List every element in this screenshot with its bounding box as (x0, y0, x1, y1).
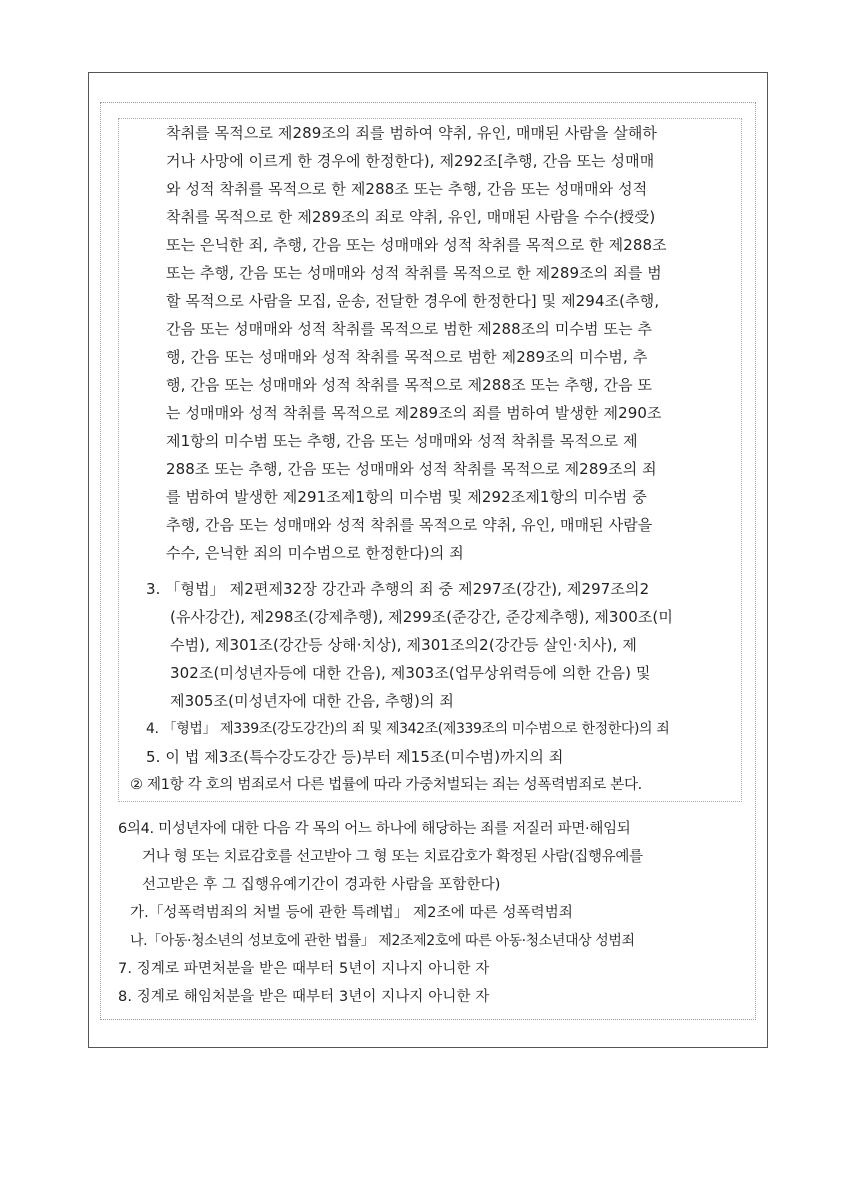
item-3-line: 수범), 제301조(강간등 상해·치상), 제301조의2(강간등 살인·치사), 제 (170, 636, 637, 654)
quote-line: 를 범하여 발생한 제291조제1항의 미수범 및 제292조제1항의 미수범 중 (166, 488, 647, 506)
quote-line: 제1항의 미수범 또는 추행, 간음 또는 성매매와 성적 착취를 목적으로 제 (166, 432, 638, 450)
quote-line: 할 목적으로 사람을 모집, 운송, 전달한 경우에 한정한다] 및 제294조(추행, (166, 292, 660, 310)
quote-line: 또는 추행, 간음 또는 성매매와 성적 착취를 목적으로 한 제289조의 죄를 범 (166, 264, 662, 282)
clause-6-4-line: 6의4. 미성년자에 대한 다음 각 목의 어느 하나에 해당하는 죄를 저질러 파면·해임되 (118, 821, 631, 837)
clause-6-4-item-ga: 가.「성폭력범죄의 처벌 등에 관한 특례법」 제2조에 따른 성폭력범죄 (130, 905, 573, 921)
quote-line: 행, 간음 또는 성매매와 성적 착취를 목적으로 범한 제289조의 미수범, 추 (166, 348, 648, 366)
quote-line: 288조 또는 추행, 간음 또는 성매매와 성적 착취를 목적으로 제289조의 죄 (166, 460, 657, 478)
item-3-line: 3. 「형법」 제2편제32장 강간과 추행의 죄 중 제297조(강간), 제297조의2 (146, 580, 650, 598)
clause-6-4-line: 선고받은 후 그 집행유예기간이 경과한 사람을 포함한다) (142, 877, 501, 893)
quote-line: 거나 사망에 이르게 한 경우에 한정한다), 제292조[추행, 간음 또는 성매매 (166, 152, 655, 170)
clause-6-4-line: 거나 형 또는 치료감호를 선고받아 그 형 또는 치료감호가 확정된 사람(집행유예를 (142, 849, 643, 865)
quote-line: 수수, 은닉한 죄의 미수범으로 한정한다)의 죄 (166, 544, 464, 562)
quote-line: 는 성매매와 성적 착취를 목적으로 제289조의 죄를 범하여 발생한 제290조 (166, 404, 662, 422)
item-3-line: 제305조(미성년자에 대한 간음, 추행)의 죄 (170, 692, 455, 710)
quote-line: 착취를 목적으로 한 제289조의 죄로 약취, 유인, 매매된 사람을 수수(授受) (166, 208, 656, 226)
item-4: 4. 「형법」 제339조(강도강간)의 죄 및 제342조(제339조의 미수범으로 한정한다)의 죄 (146, 721, 670, 737)
clause-7: 7. 징계로 파면처분을 받은 때부터 5년이 지나지 아니한 자 (118, 961, 490, 977)
quote-line: 착취를 목적으로 제289조의 죄를 범하여 약취, 유인, 매매된 사람을 살해하 (166, 124, 658, 142)
item-5: 5. 이 법 제3조(특수강도강간 등)부터 제15조(미수범)까지의 죄 (146, 748, 564, 766)
clause-8: 8. 징계로 해임처분을 받은 때부터 3년이 지나지 아니한 자 (118, 989, 490, 1005)
quote-line: 간음 또는 성매매와 성적 착취를 목적으로 범한 제288조의 미수범 또는 추 (166, 320, 653, 338)
quote-line: 행, 간음 또는 성매매와 성적 착취를 목적으로 제288조 또는 추행, 간음 또 (166, 376, 653, 394)
paragraph-2: ② 제1항 각 호의 범죄로서 다른 법률에 따라 가중처벌되는 죄는 성폭력범죄로 본다. (130, 777, 642, 793)
clause-6-4-item-na: 나.「아동·청소년의 성보호에 관한 법률」 제2조제2호에 따른 아동·청소년대상 성범죄 (130, 933, 635, 949)
quote-line: 또는 은닉한 죄, 추행, 간음 또는 성매매와 성적 착취를 목적으로 한 제288조 (166, 236, 667, 254)
quote-line: 와 성적 착취를 목적으로 한 제288조 또는 추행, 간음 또는 성매매와 성적 (166, 180, 648, 198)
quote-line: 추행, 간음 또는 성매매와 성적 착취를 목적으로 약취, 유인, 매매된 사람을 (166, 516, 653, 534)
item-3-line: 302조(미성년자등에 대한 간음), 제303조(업무상위력등에 의한 간음) 및 (170, 664, 651, 682)
item-3-line: (유사강간), 제298조(강제추행), 제299조(준강간, 준강제추행), 제300조(미 (170, 608, 673, 626)
